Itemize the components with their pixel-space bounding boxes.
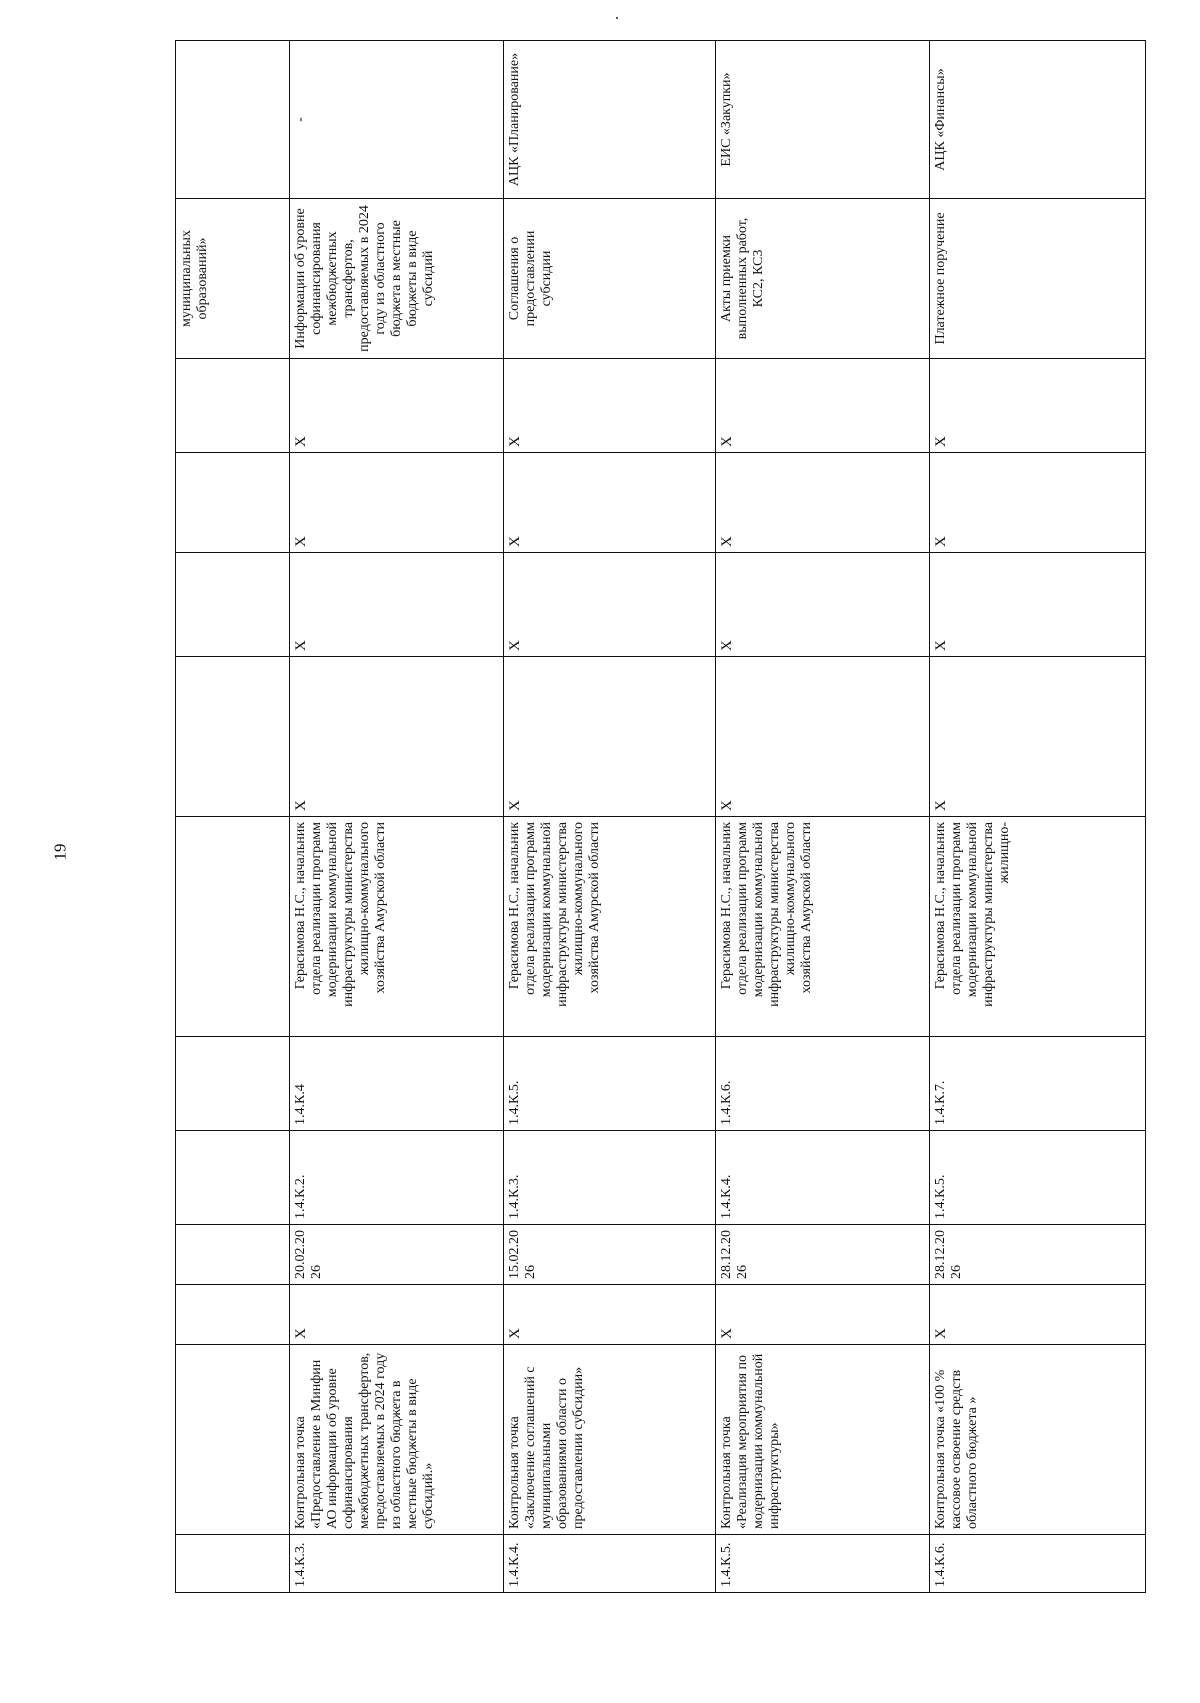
cell-number: 1.4.К.4. — [504, 1535, 716, 1593]
cell-name: Контрольная точка «100 % кассовое освоение средств областного бюджета » — [930, 1345, 1146, 1535]
cell-mark-3: X — [716, 453, 930, 553]
cell-name: Контрольная точка «Реализация мероприятия по модернизации коммунальной инфраструктуры» — [716, 1345, 930, 1535]
cell-successor: 1.4.К.5. — [504, 1037, 716, 1131]
cell-mark-4: X — [716, 359, 930, 453]
rotated-table-container — [175, 41, 1145, 1593]
cell-predecessor: 1.4.К.4. — [716, 1131, 930, 1225]
cell-number: 1.4.К.6. — [930, 1535, 1146, 1593]
cell-number: 1.4.К.3. — [290, 1535, 504, 1593]
cell-document: Акты приемки выполненных работ, КС2, КС3 — [716, 199, 930, 359]
cell-empty — [176, 657, 290, 817]
cell-empty — [176, 41, 290, 199]
cell-mark-4: X — [290, 359, 504, 453]
cell-empty — [176, 453, 290, 553]
cell-empty — [176, 1131, 290, 1225]
cell-empty — [176, 1285, 290, 1345]
cell-empty — [176, 1535, 290, 1593]
cell-name: Контрольная точка «Предоставление в Минфин АО информации об уровне софинансирования межбюджетных трансфертов, предоставляемых в 2024 году из областного бюджета в местные бюджеты в виде субсидий.» — [290, 1345, 504, 1535]
cell-system: АЦК «Финансы» — [930, 41, 1146, 199]
cell-responsible: Герасимова Н.С., начальник отдела реализации программ модернизации коммунальной инфраструктуры министерства жилищно- — [930, 817, 1146, 1037]
scan-speck — [616, 17, 618, 19]
cell-empty — [176, 1345, 290, 1535]
cell-predecessor: 1.4.К.2. — [290, 1131, 504, 1225]
cell-mark-1: X — [290, 657, 504, 817]
cell-predecessor: 1.4.К.5. — [930, 1131, 1146, 1225]
cell-mark-1: X — [716, 657, 930, 817]
cell-mark-2: X — [930, 553, 1146, 657]
cell-system: ЕИС «Закупки» — [716, 41, 930, 199]
cell-mark-2: X — [716, 553, 930, 657]
cell-end: 28.12.2026 — [930, 1225, 1146, 1285]
cell-mark-2: X — [290, 553, 504, 657]
cell-mark-1: X — [930, 657, 1146, 817]
cell-start: X — [716, 1285, 930, 1345]
cell-mark-3: X — [504, 453, 716, 553]
cell-system: - — [290, 41, 504, 199]
cell-responsible: Герасимова Н.С., начальник отдела реализации программ модернизации коммунальной инфраструктуры министерства жилищно-коммунального хозяйства Амурской области — [290, 817, 504, 1037]
table-row — [504, 41, 716, 1593]
cell-mark-1: X — [504, 657, 716, 817]
control-points-table — [175, 40, 1146, 1593]
table-row — [930, 41, 1146, 1593]
cell-successor: 1.4.К.7. — [930, 1037, 1146, 1131]
cell-system: АЦК «Планирование» — [504, 41, 716, 199]
cell-successor: 1.4.К.6. — [716, 1037, 930, 1131]
cell-mark-4: X — [930, 359, 1146, 453]
cell-successor: 1.4.К.4 — [290, 1037, 504, 1131]
cell-empty — [176, 817, 290, 1037]
page-number: 19 — [50, 843, 70, 861]
cell-document: Платежное поручение — [930, 199, 1146, 359]
cell-start: X — [504, 1285, 716, 1345]
cell-empty — [176, 553, 290, 657]
cell-start: X — [290, 1285, 504, 1345]
cell-name: Контрольная точка «Заключение соглашений с муниципальными образованиями области о предоставлении субсидии» — [504, 1345, 716, 1535]
cell-responsible: Герасимова Н.С., начальник отдела реализации программ модернизации коммунальной инфраструктуры министерства жилищно-коммунального хозяйства Амурской области — [716, 817, 930, 1037]
cell-empty — [176, 359, 290, 453]
cell-predecessor: 1.4.К.3. — [504, 1131, 716, 1225]
cell-number: 1.4.К.5. — [716, 1535, 930, 1593]
table-row-continuation — [176, 41, 290, 1593]
cell-mark-3: X — [930, 453, 1146, 553]
cell-end: 28.12.2026 — [716, 1225, 930, 1285]
cell-mark-3: X — [290, 453, 504, 553]
cell-end: 20.02.2026 — [290, 1225, 504, 1285]
cell-mark-4: X — [504, 359, 716, 453]
cell-mark-2: X — [504, 553, 716, 657]
table-row — [716, 41, 930, 1593]
cell-start: X — [930, 1285, 1146, 1345]
cell-end: 15.02.2026 — [504, 1225, 716, 1285]
cell-document: Соглашения о предоставлении субсидии — [504, 199, 716, 359]
table-row — [290, 41, 504, 1593]
cell-empty — [176, 1037, 290, 1131]
cell-empty — [176, 1225, 290, 1285]
cell-responsible: Герасимова Н.С., начальник отдела реализации программ модернизации коммунальной инфраструктуры министерства жилищно-коммунального хозяйства Амурской области — [504, 817, 716, 1037]
cell-document: Информации об уровне софинансирования межбюджетных трансфертов, предоставляемых в 2024 году из областного бюджета в местные бюджеты в виде субсидий — [290, 199, 504, 359]
cell-document-continuation: муниципальных образований» — [176, 199, 290, 359]
